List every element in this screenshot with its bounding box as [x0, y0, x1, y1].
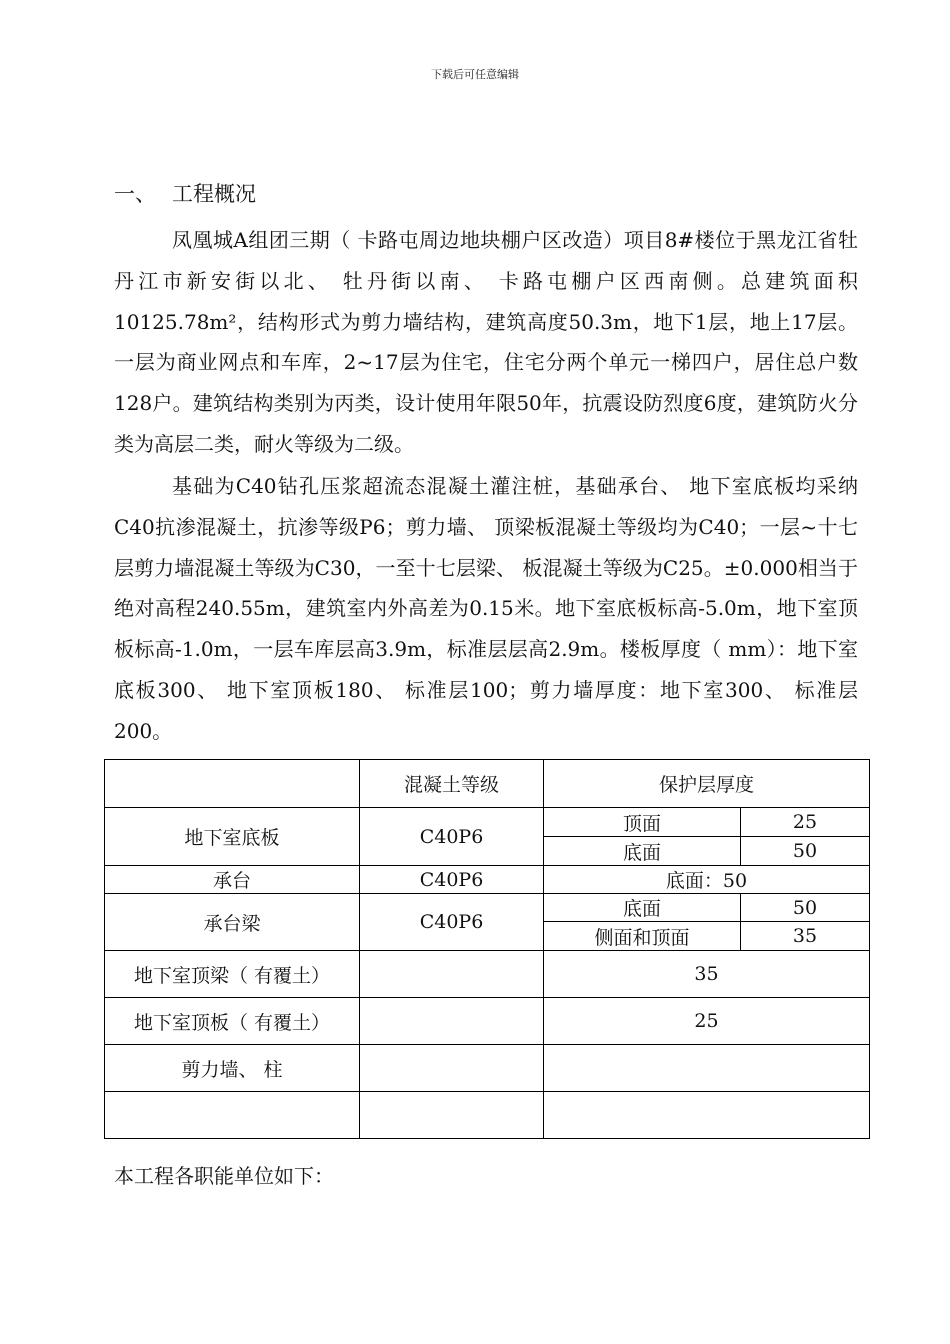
table-header-cell: 保护层厚度	[544, 760, 870, 808]
table-cell-name: 地下室顶板（ 有覆土）	[105, 998, 360, 1045]
table-cell-name: 剪力墙、 柱	[105, 1045, 360, 1092]
section-title: 工程概况	[172, 182, 256, 206]
table-row	[105, 808, 870, 837]
table-cell-name: 地下室底板	[105, 808, 360, 866]
table-cell-name: 承台梁	[105, 894, 360, 951]
table-cell-grade: C40P6	[360, 808, 544, 866]
units-intro-text: 本工程各职能单位如下：	[114, 1164, 334, 1188]
table-row	[105, 998, 870, 1045]
table-row	[105, 894, 870, 922]
table-cell-cover-value: 50	[741, 894, 870, 922]
table-cell-cover-value: 50	[741, 837, 870, 866]
table-header-empty	[105, 760, 360, 808]
table-cell-grade	[360, 998, 544, 1045]
table-header-row	[105, 760, 870, 808]
table-cell-cover: 35	[544, 951, 870, 998]
table-cell-cover	[544, 1045, 870, 1092]
table-row-empty	[105, 1092, 870, 1139]
section-heading	[114, 178, 256, 208]
table-row	[105, 866, 870, 894]
table-cell-grade	[360, 1045, 544, 1092]
table-cell-name: 地下室顶梁（ 有覆土）	[105, 951, 360, 998]
table-cell-cover-label: 底面	[544, 894, 741, 922]
table-cell-grade: C40P6	[360, 894, 544, 951]
table-cell-grade: C40P6	[360, 866, 544, 894]
overview-paragraph: 凤凰城A组团三期（ 卡路屯周边地块棚户区改造）项目8#楼位于黑龙江省牡丹江市新安街以北、 牡丹街以南、 卡路屯棚户区西南侧。总建筑面积10125.78m²，结构形式为剪力墙结构，建筑高度50.3m，地下1层，地上17层。一层为商业网点和车库，2~17层为住宅，住宅分两个单元一梯四户，居住总户数128户。建筑结构类别为丙类，设计使用年限50年，抗震设防烈度6度，建筑防火分类为高层二类，耐火等级为二级。	[114, 228, 858, 456]
table-row	[105, 1045, 870, 1092]
table-cell-name: 承台	[105, 866, 360, 894]
table-cell-cover-label: 底面	[544, 837, 741, 866]
table-cell-cover-label: 顶面	[544, 808, 741, 837]
table-cell-cover: 25	[544, 998, 870, 1045]
table-cell-cover-value: 25	[741, 808, 870, 837]
table-cell-empty	[544, 1092, 870, 1139]
section-number: 一、	[114, 182, 156, 206]
table-header-cell: 混凝土等级	[360, 760, 544, 808]
table-row	[105, 951, 870, 998]
table-cell-cover-label: 侧面和顶面	[544, 922, 741, 951]
table-cell-empty	[105, 1092, 360, 1139]
table-cell-cover: 底面：50	[544, 866, 870, 894]
concrete-grade-table	[104, 759, 870, 1139]
table-cell-cover-value: 35	[741, 922, 870, 951]
page-header: 下载后可任意编辑	[431, 68, 519, 81]
foundation-paragraph: 基础为C40钻孔压浆超流态混凝土灌注桩，基础承台、 地下室底板均采纳C40抗渗混凝土，抗渗等级P6；剪力墙、 顶梁板混凝土等级均为C40；一层~十七层剪力墙混凝土等级为C30，一至十七层梁、 板混凝土等级为C25。±0.000相当于绝对高程240.55m，建筑室内外高差为0.15米。地下室底板标高-5.0m，地下室顶板标高-1.0m，一层车库层高3.9m，标准层层高2.9m。楼板厚度（ mm）：地下室底板300、 地下室顶板180、 标准层100；剪力墙厚度：地下室300、 标准层200。	[114, 474, 858, 743]
table-cell-grade	[360, 951, 544, 998]
table-cell-empty	[360, 1092, 544, 1139]
